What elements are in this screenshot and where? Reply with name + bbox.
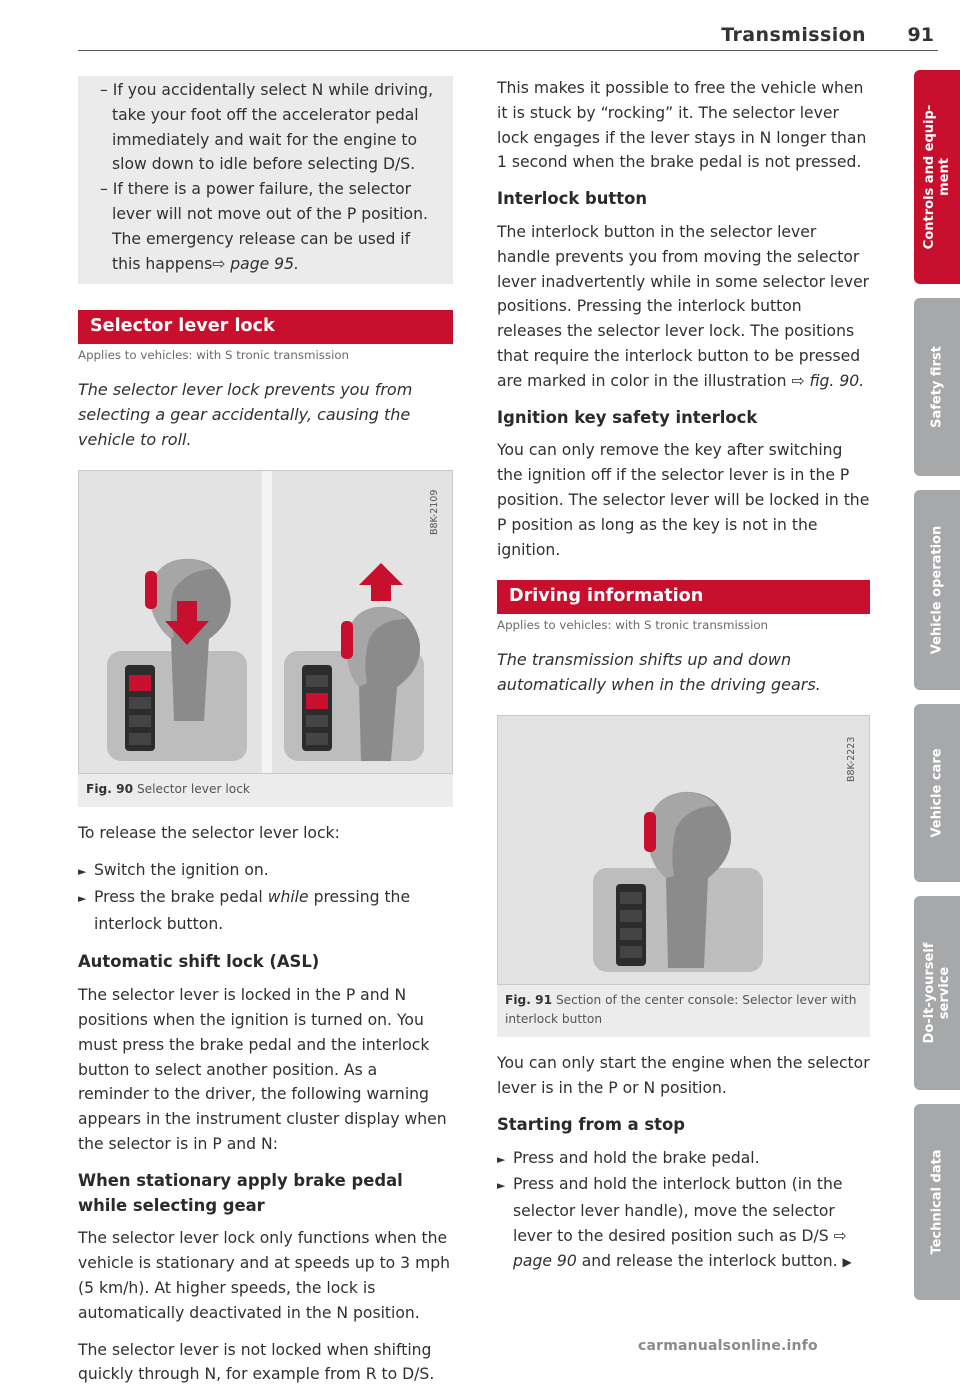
rocking-paragraph: This makes it possible to free the vehicle when it is stuck by “rocking” it. The selector lever lock engages if the lever stays in N longer than 1 second when the brake pedal is not pressed. [497, 79, 867, 172]
bullet-arrow-icon: ► [497, 1152, 506, 1166]
left-column [78, 76, 453, 1399]
note-item [90, 177, 443, 276]
step-text: and release the interlock button. [581, 1251, 838, 1270]
step-text: Switch the ignition on. [94, 860, 269, 879]
tab-label: Vehicle operation [929, 525, 945, 655]
tab-label: Controls and equip- ment [922, 104, 952, 250]
tab-controls-and-equipment[interactable] [914, 70, 960, 284]
step-item [497, 1172, 870, 1274]
figure-90 [78, 470, 453, 774]
tab-vehicle-operation[interactable] [914, 490, 960, 690]
interlock-text: The interlock button in the selector lever handle prevents you from moving the selector lever inadvertently while in some selector lever positions. Pressing the interlock button releases the selector lever lock. The positions that require the interlock button to be pressed are marked in color in the illustration [497, 222, 870, 390]
release-intro: To release the selector lever lock: [78, 824, 340, 843]
quick-shift-paragraph: The selector lever is not locked when shifting quickly through N, for example from R to D/S. [78, 1340, 435, 1384]
section-lead: The selector lever lock prevents you from selecting a gear accidentally, causing the vehicle to roll. [78, 380, 413, 450]
bullet-arrow-icon: ► [78, 864, 87, 878]
center-console-illustration [498, 716, 869, 984]
figure-90-caption [78, 774, 453, 807]
step-emphasis: while [267, 887, 309, 906]
asl-heading: Automatic shift lock (ASL) [78, 952, 320, 972]
bullet-arrow-icon: ► [78, 891, 87, 905]
fig-90-link[interactable]: ⇨ fig. 90. [791, 371, 865, 390]
tab-label: Technical data [929, 1149, 945, 1255]
right-column [497, 76, 870, 1275]
tab-safety-first[interactable] [914, 298, 960, 476]
continue-arrow-icon: ▶ [842, 1254, 852, 1269]
step-text: pressing the interlock button. [94, 887, 411, 933]
step-item [78, 858, 453, 885]
ignition-paragraph: You can only remove the key after switching the ignition off if the selector lever is in the P position. The selector lever will be locked in the P position as long as the key is not in the ignition. [497, 441, 870, 559]
figure-code: B8K-2223 [846, 736, 857, 783]
section-title: Transmission [721, 24, 866, 46]
note-box [78, 76, 453, 284]
figure-91 [497, 715, 870, 985]
ignition-heading: Ignition key safety interlock [497, 407, 758, 427]
section-lead: The transmission shifts up and down automatically when in the driving gears. [497, 650, 821, 695]
figure-caption-text: Section of the center console: Selector lever with interlock button [505, 993, 857, 1027]
tab-label: Vehicle care [929, 748, 945, 838]
note-text: – If there is a power failure, the selector lever will not move out of the P position. The emergency release can be used if this happens [100, 180, 428, 273]
interlock-heading: Interlock button [497, 189, 648, 209]
lock-paragraph: The selector lever lock only functions when the vehicle is stationary and at speeds up to 3 mph (5 km/h). At higher speeds, the lock is automatically deactivated in the N position. [78, 1229, 451, 1322]
page-number: 91 [907, 24, 934, 46]
applies-note: Applies to vehicles: with S tronic transmission [497, 618, 769, 633]
page-90-link[interactable]: ⇨ page 90 [513, 1226, 847, 1270]
asl-paragraph: The selector lever is locked in the P and N positions when the ignition is turned on. You must press the brake pedal and the interlock button to select another position. As a reminder to the driver, the following warning appears in the instrument cluster display when the selector is in P and N: [78, 986, 447, 1153]
tab-technical-data[interactable] [914, 1104, 960, 1300]
selector-lever-lock-heading: Selector lever lock [78, 310, 453, 344]
selector-lever-illustration [79, 471, 452, 773]
figure-label: Fig. 91 [505, 993, 553, 1008]
step-text: Press and hold the brake pedal. [513, 1148, 760, 1167]
watermark: carmanualsonline.info [638, 1338, 818, 1354]
step-text: Press and hold the interlock button (in the selector lever handle), move the selector lever to the desired position such as D/S [513, 1175, 843, 1245]
step-item [78, 885, 453, 937]
header-rule [78, 50, 938, 51]
figure-91-caption [497, 985, 870, 1037]
applies-note: Applies to vehicles: with S tronic transmission [78, 348, 350, 363]
driving-information-heading: Driving information [497, 580, 870, 614]
tab-vehicle-care[interactable] [914, 704, 960, 882]
step-text: Press the brake pedal [94, 887, 263, 906]
page-header [78, 22, 938, 54]
figure-code: B8K-2109 [429, 489, 440, 536]
page-95-link[interactable]: ⇨ page 95. [212, 254, 299, 273]
interlock-paragraph [497, 220, 870, 394]
warning-heading: When stationary apply brake pedal while selecting gear [78, 1170, 403, 1215]
chapter-tabs [914, 0, 960, 1361]
tab-do-it-yourself-service[interactable] [914, 896, 960, 1090]
figure-label: Fig. 90 [86, 782, 134, 797]
tab-label: Do-it-yourself service [922, 942, 952, 1044]
bullet-arrow-icon: ► [497, 1179, 506, 1193]
figure-caption-text: Selector lever lock [136, 782, 250, 797]
note-item: – If you accidentally select N while driving, take your foot off the accelerator pedal immediately and wait for the engine to slow down to idle before selecting D/S. [100, 81, 434, 174]
starting-heading: Starting from a stop [497, 1114, 685, 1134]
start-paragraph: You can only start the engine when the selector lever is in the P or N position. [497, 1054, 870, 1097]
tab-label: Safety first [929, 346, 945, 428]
step-item [497, 1146, 870, 1173]
